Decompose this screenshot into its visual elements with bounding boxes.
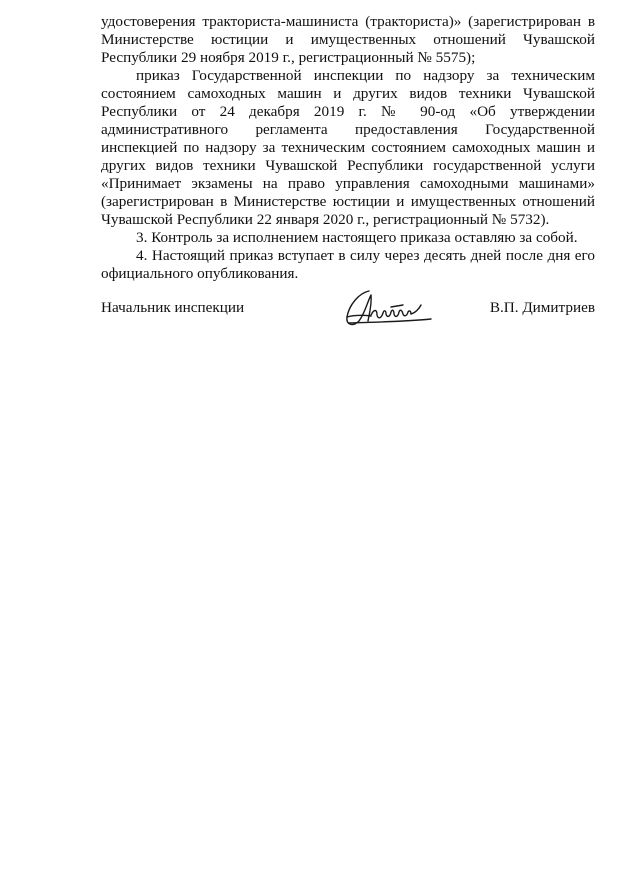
paragraph-continuation: удостоверения тракториста-машиниста (тракториста)» (зарегистрирован в Министерстве юстиции и имущественных отношений Чувашской Республики 29 ноября 2019 г., регистрационный № 5575); — [101, 13, 595, 66]
paragraph-item-4: 4. Настоящий приказ вступает в силу через десять дней после дня его официального опубликования. — [101, 247, 595, 282]
signature-block — [101, 291, 595, 331]
signatory-name: В.П. Димитриев — [489, 299, 595, 316]
handwritten-signature — [341, 285, 436, 331]
paragraph-item-3: 3. Контроль за исполнением настоящего приказа оставляю за собой. — [136, 229, 578, 246]
signatory-position: Начальник инспекции — [101, 299, 245, 316]
document-body — [101, 13, 595, 283]
paragraph-order-reference: приказ Государственной инспекции по надзору за техническим состоянием самоходных машин и других видов техники Чувашской Республики от 24 декабря 2019 г. № 90-од «Об утверждении административного регламента предоставления Государственной инспекцией по надзору за техническим состоянием самоходных машин и других видов техники Чувашской Республики государственной услуги «Принимает экзамены на право управления самоходными машинами» (зарегистрирован в Министерстве юстиции и имущественных отношений Чувашской Республики 22 января 2020 г., регистрационный № 5732). — [101, 67, 595, 228]
